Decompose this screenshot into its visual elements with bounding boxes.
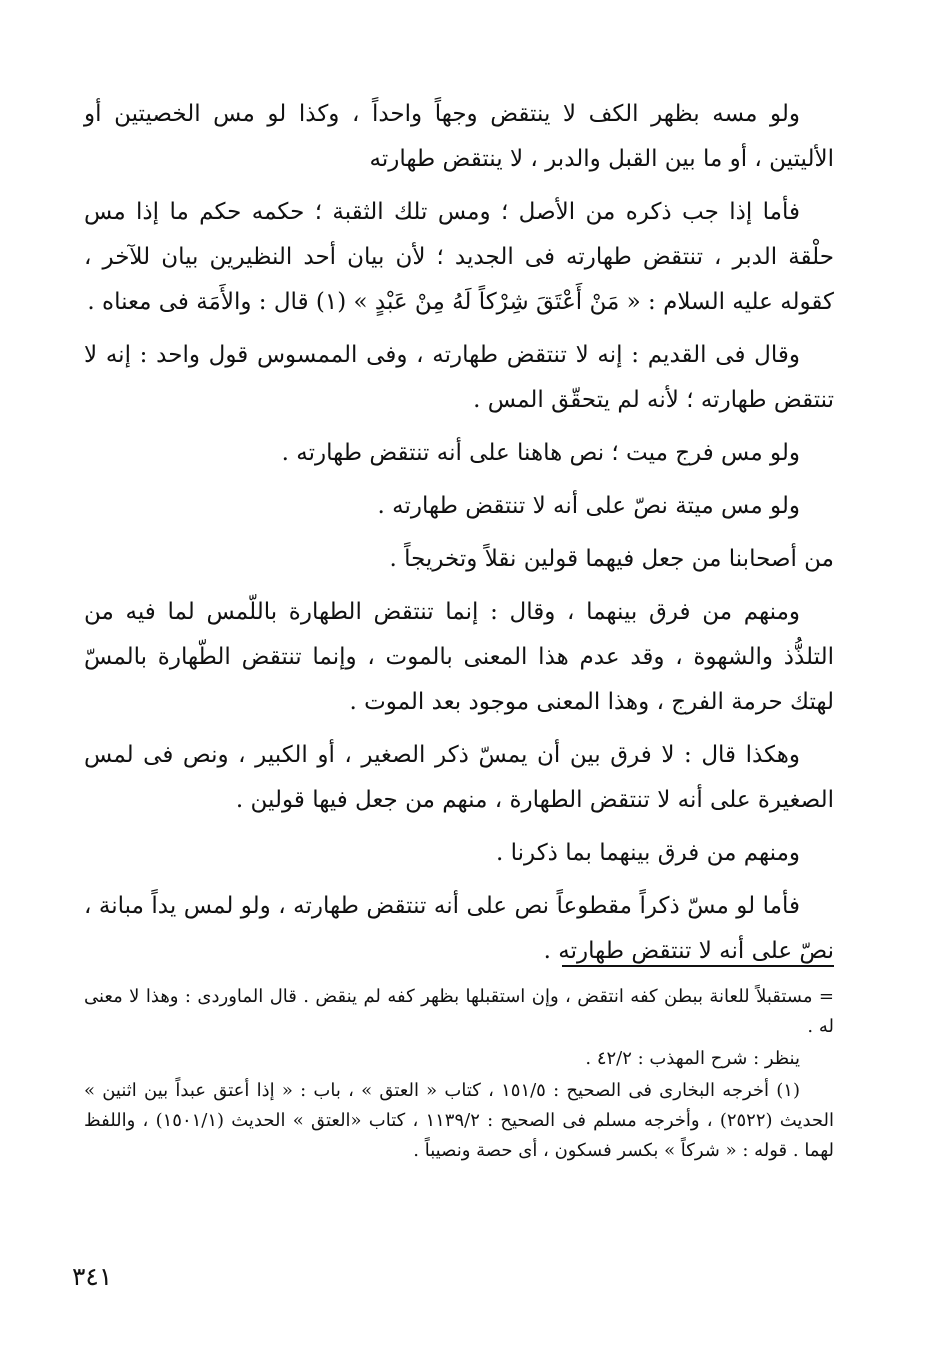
paragraph: من أصحابنا من جعل فيهما قولين نقلاً وتخريجاً . (389, 546, 834, 572)
main-text-body (84, 92, 834, 982)
paragraph: ولو مس فرج ميت ؛ نص هاهنا على أنه تنتقض طهارته . (281, 440, 800, 466)
paragraph: ومنهم من فرق بينهما بما ذكرنا . (496, 840, 800, 866)
footnote-divider (562, 965, 834, 967)
footnote-1: (١) أخرجه البخارى فى الصحيح : ١٥١/٥ ، كتاب « العتق » ، باب : « إذا أعتق عبداً بين اثنين » الحديث (٢٥٢٢) ، وأخرجه مسلم فى الصحيح : ١١٣٩/٢ ، كتاب «العتق » الحديث (١٥٠١/١) ، واللفظ لهما . قوله : « شركاً » بكسر فسكون ، أى حصة ونصيباً . (84, 1080, 834, 1161)
paragraph: ومنهم من فرق بينهما ، وقال : إنما تنتقض الطهارة باللّمس لما فيه من التلذُّذ والشهوة ، وقد عدم هذا المعنى بالموت ، وإنما تنتقض الطّهارة بالمسّ لهتك حرمة الفرج ، وهذا المعنى موجود بعد الموت . (84, 599, 834, 715)
paragraph: فأما إذا جب ذكره من الأصل ؛ ومس تلك الثقبة ؛ حكمه حكم ما إذا مس حلْقة الدبر ، تنتقض طهارته فى الجديد ؛ لأن بيان أحد النظيرين بيان للآخر ، كقوله عليه السلام : « مَنْ أَعْتَقَ شِرْكاً لَهُ مِنْ عَبْدٍ » (١) قال : والأَمَة فى معناه . (84, 199, 834, 315)
paragraph: ولو مس ميتة نصّ على أنه لا تنتقض طهارته . (377, 493, 800, 519)
page-number: ٣٤١ (72, 1262, 113, 1291)
footnotes-section (84, 982, 834, 1168)
paragraph: ولو مسه بظهر الكف لا ينتقض وجهاً واحداً ، وكذا لو مس الخصيتين أو الأليتين ، أو ما بين القبل والدبر ، لا ينتقض طهارته (84, 101, 834, 172)
paragraph: وقال فى القديم : إنه لا تنتقض طهارته ، وفى الممسوس قول واحد : إنه لا تنتقض طهارته ؛ لأنه لم يتحقّق المس . (84, 342, 834, 413)
footnote-continuation: = مستقبلاً للعانة ببطن كفه انتقض ، وإن استقبلها بظهر كفه لم ينقض . قال الماوردى : وهذا لا معنى له . (84, 986, 834, 1037)
paragraph: فأما لو مسّ ذكراً مقطوعاً نص على أنه تنتقض طهارته ، ولو لمس يداً مبانة ، نصّ على أنه لا تنتقض طهارته . (84, 893, 834, 964)
footnote-reference: ينظر : شرح المهذب : ٤٢/٢ . (585, 1048, 800, 1069)
paragraph: وهكذا قال : لا فرق بين أن يمسّ ذكر الصغير ، أو الكبير ، ونص فى لمس الصغيرة على أنه لا تنتقض الطهارة ، منهم من جعل فيها قولين . (84, 742, 834, 813)
